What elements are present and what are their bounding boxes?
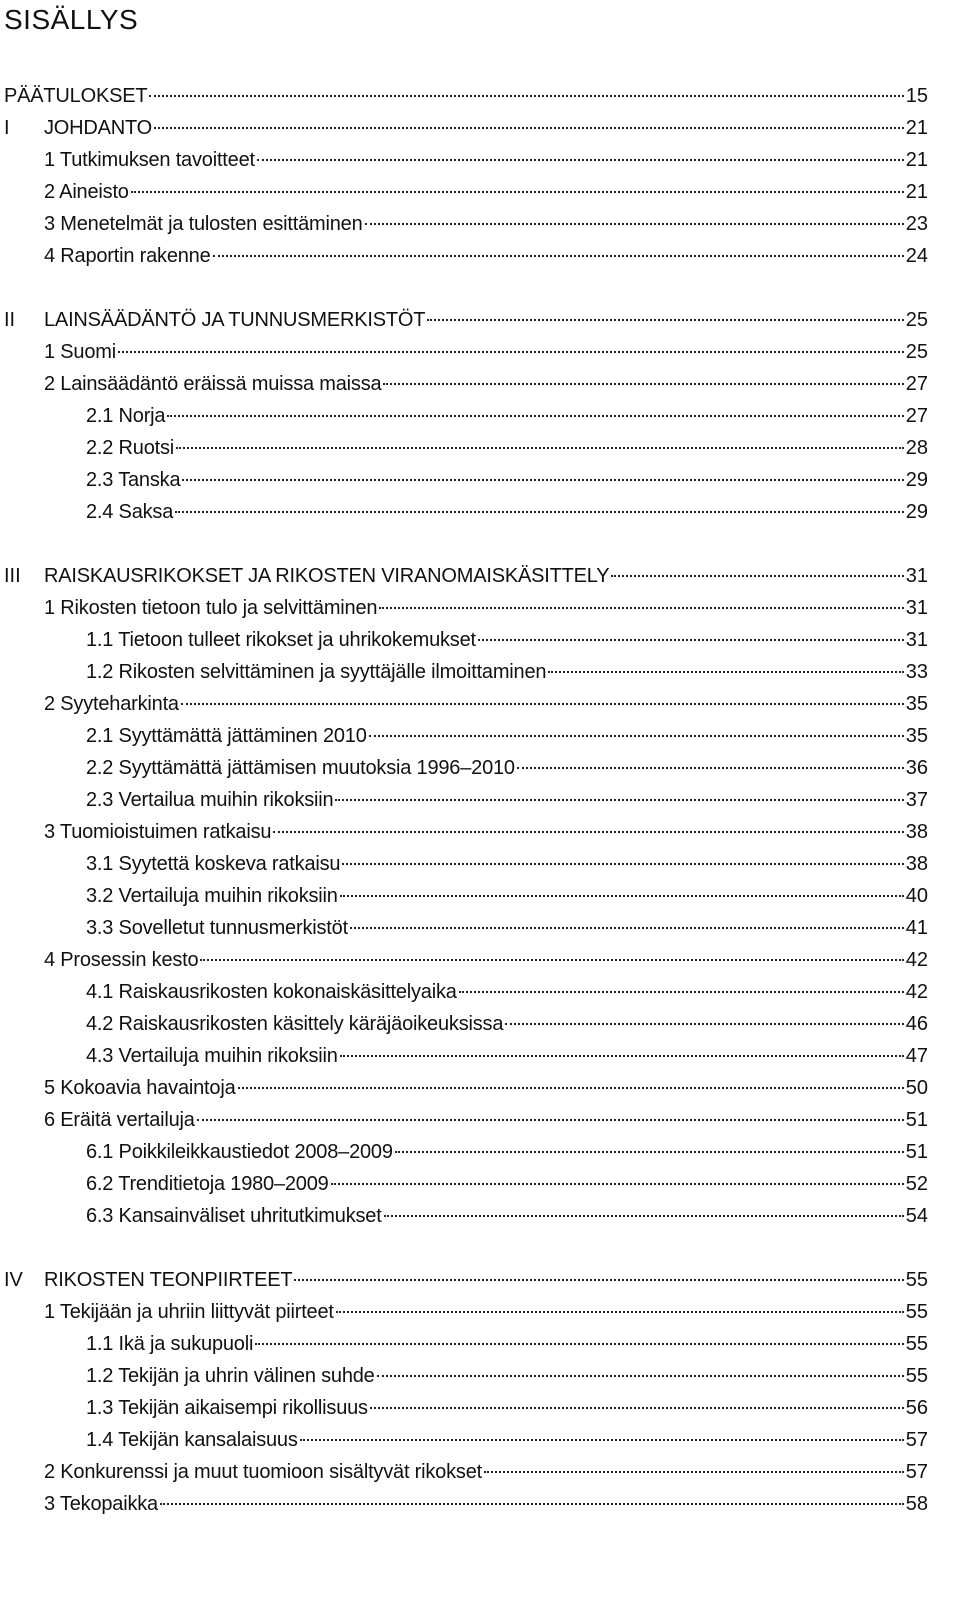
toc-entry-page-number: 58 [905, 1493, 928, 1515]
toc-entry-title: 1 Rikosten tietoon tulo ja selvittäminen [44, 597, 378, 619]
toc-entry-title: 5 Kokoavia havaintoja [44, 1077, 236, 1099]
dot-leader [383, 383, 903, 385]
toc-entry-title: 1 Tekijään ja uhriin liittyvät piirteet [44, 1301, 334, 1323]
toc-entry[interactable] [4, 464, 928, 496]
toc-entry[interactable] [4, 496, 928, 528]
toc-entry-page-number: 24 [905, 245, 928, 267]
toc-entry-page-number: 29 [905, 469, 928, 491]
toc-entry[interactable] [4, 1008, 928, 1040]
toc-entry-page-number: 25 [905, 341, 928, 363]
toc-entry[interactable] [4, 1360, 928, 1392]
toc-entry-page-number: 35 [905, 693, 928, 715]
dot-leader [340, 1055, 904, 1057]
toc-entry-page-number: 28 [905, 437, 928, 459]
dot-leader [213, 255, 904, 257]
toc-entry-page-number: 21 [905, 117, 928, 139]
dot-leader [149, 95, 903, 97]
dot-leader [294, 1279, 903, 1281]
toc-entry-page-number: 51 [905, 1141, 928, 1163]
toc-entry-page-number: 27 [905, 405, 928, 427]
toc-entry[interactable] [4, 624, 928, 656]
toc-entry-page-number: 35 [905, 725, 928, 747]
toc-entry-title: 1.3 Tekijän aikaisempi rikollisuus [86, 1397, 368, 1419]
toc-entry[interactable] [4, 752, 928, 784]
toc-entry-page-number: 33 [905, 661, 928, 683]
toc-entry-title: 2.2 Syyttämättä jättämisen muutoksia 1996–2010 [86, 757, 515, 779]
toc-entry[interactable] [4, 1296, 928, 1328]
toc-entry[interactable] [4, 368, 928, 400]
toc-entry-page-number: 40 [905, 885, 928, 907]
toc-entry[interactable] [4, 1104, 928, 1136]
toc-entry[interactable] [4, 688, 928, 720]
dot-leader [167, 415, 903, 417]
toc-entry-title: 2.3 Vertailua muihin rikoksiin [86, 789, 334, 811]
toc-entry[interactable] [4, 432, 928, 464]
toc-entry-page-number: 25 [905, 309, 928, 331]
toc-entry-title: 1.2 Rikosten selvittäminen ja syyttäjälle ilmoittaminen [86, 661, 547, 683]
toc-entry-title: 2 Lainsäädäntö eräissä muissa maissa [44, 373, 382, 395]
toc-entry[interactable] [4, 176, 928, 208]
toc-entry-title: 2.4 Saksa [86, 501, 174, 523]
dot-leader [331, 1183, 904, 1185]
dot-leader [548, 671, 903, 673]
toc-entry-title: 1.1 Ikä ja sukupuoli [86, 1333, 254, 1355]
toc-entry-page-number: 56 [905, 1397, 928, 1419]
dot-leader [365, 223, 904, 225]
dot-leader [238, 1087, 904, 1089]
dot-leader [160, 1503, 904, 1505]
toc-entry-page-number: 29 [905, 501, 928, 523]
toc-entry[interactable] [4, 656, 928, 688]
toc-entry-page-number: 21 [905, 181, 928, 203]
toc-entry-title: LAINSÄÄDÄNTÖ JA TUNNUSMERKISTÖT [44, 309, 426, 331]
dot-leader [340, 895, 904, 897]
toc-entry-page-number: 15 [905, 85, 928, 107]
toc-entry[interactable] [4, 1456, 928, 1488]
toc-entry[interactable] [4, 1136, 928, 1168]
toc-entry[interactable] [4, 848, 928, 880]
toc-entry[interactable] [4, 1072, 928, 1104]
toc-entry-title: 2.3 Tanska [86, 469, 181, 491]
toc-entry[interactable] [4, 336, 928, 368]
toc-entry[interactable] [4, 1424, 928, 1456]
toc-entry-title: 4.1 Raiskausrikosten kokonaiskäsittelyaika [86, 981, 457, 1003]
toc-entry-title: 4 Raportin rakenne [44, 245, 211, 267]
dot-leader [182, 479, 903, 481]
toc-entry-page-number: 21 [905, 149, 928, 171]
toc-entry-page-number: 52 [905, 1173, 928, 1195]
dot-leader [505, 1023, 903, 1025]
toc-entry-title: RAISKAUSRIKOKSET JA RIKOSTEN VIRANOMAISKÄSITTELY [44, 565, 610, 587]
toc-entry[interactable] [4, 1392, 928, 1424]
toc-entry-title: 1 Suomi [44, 341, 116, 363]
toc-entry-title: 3.3 Sovelletut tunnusmerkistöt [86, 917, 348, 939]
dot-leader [459, 991, 904, 993]
dot-leader [369, 735, 904, 737]
toc-entry-title: 4.2 Raiskausrikosten käsittely käräjäoikeuksissa [86, 1013, 504, 1035]
toc-entry-title: 2 Konkurenssi ja muut tuomioon sisältyvät rikokset [44, 1461, 482, 1483]
page-title: SISÄLLYS [4, 4, 139, 35]
toc-entry-page-number: 46 [905, 1013, 928, 1035]
dot-leader [478, 639, 904, 641]
toc-entry-title: 2.1 Norja [86, 405, 166, 427]
toc-entry-page-number: 31 [905, 597, 928, 619]
dot-leader [200, 959, 903, 961]
dot-leader [384, 1215, 904, 1217]
toc-entry-page-number: 57 [905, 1461, 928, 1483]
toc-entry-title: 6.2 Trenditietoja 1980–2009 [86, 1173, 329, 1195]
dot-leader [370, 1407, 904, 1409]
toc-entry-title: RIKOSTEN TEONPIIRTEET [44, 1269, 293, 1291]
toc-entry-title: 3 Menetelmät ja tulosten esittäminen [44, 213, 363, 235]
dot-leader [181, 703, 904, 705]
toc-entry-title: 4 Prosessin kesto [44, 949, 199, 971]
toc-entry-page-number: 41 [905, 917, 928, 939]
toc-entry[interactable] [4, 240, 928, 272]
toc-entry-page-number: 38 [905, 821, 928, 843]
toc-entry-page-number: 31 [905, 565, 928, 587]
dot-leader [175, 511, 904, 513]
toc-entry-title: 2.1 Syyttämättä jättäminen 2010 [86, 725, 367, 747]
dot-leader [484, 1471, 904, 1473]
toc-entry-page-number: 55 [905, 1301, 928, 1323]
toc-entry[interactable] [4, 1040, 928, 1072]
dot-leader [197, 1119, 904, 1121]
part-numeral: III [4, 565, 21, 587]
toc-entry-title: 1.2 Tekijän ja uhrin välinen suhde [86, 1365, 375, 1387]
toc-entry-title: 2.2 Ruotsi [86, 437, 175, 459]
dot-leader [257, 159, 904, 161]
toc-entry-page-number: 38 [905, 853, 928, 875]
toc-entry-page-number: 23 [905, 213, 928, 235]
toc-entry[interactable] [4, 944, 928, 976]
toc-entry-title: 3.1 Syytettä koskeva ratkaisu [86, 853, 341, 875]
dot-leader [154, 127, 904, 129]
toc-entry-page-number: 51 [905, 1109, 928, 1131]
dot-leader [118, 351, 904, 353]
part-numeral: II [4, 309, 16, 331]
toc-entry[interactable] [4, 912, 928, 944]
toc-entry-title: 3.2 Vertailuja muihin rikoksiin [86, 885, 338, 907]
dot-leader [517, 767, 904, 769]
toc-entry-title: 6 Eräitä vertailuja [44, 1109, 195, 1131]
toc-entry[interactable] [4, 784, 928, 816]
toc-entry[interactable] [4, 976, 928, 1008]
toc-entry-page-number: 55 [905, 1365, 928, 1387]
toc-entry-page-number: 27 [905, 373, 928, 395]
toc-entry-title: 2 Aineisto [44, 181, 129, 203]
toc-entry-title: 6.1 Poikkileikkaustiedot 2008–2009 [86, 1141, 393, 1163]
toc-entry[interactable] [4, 816, 928, 848]
toc-entry[interactable] [4, 1168, 928, 1200]
toc-entry[interactable] [4, 560, 928, 592]
toc-entry-page-number: 57 [905, 1429, 928, 1451]
toc-entry-page-number: 47 [905, 1045, 928, 1067]
dot-leader [273, 831, 903, 833]
dot-leader [255, 1343, 904, 1345]
part-numeral: I [4, 117, 10, 139]
dot-leader [379, 607, 903, 609]
toc-entry-title: JOHDANTO [44, 117, 153, 139]
dot-leader [395, 1151, 904, 1153]
toc-entry[interactable] [4, 304, 928, 336]
toc-entry[interactable] [4, 400, 928, 432]
dot-leader [350, 927, 904, 929]
toc-entry-title: 6.3 Kansainväliset uhritutkimukset [86, 1205, 382, 1227]
dot-leader [335, 799, 903, 801]
toc-entry[interactable] [4, 1200, 928, 1232]
toc-entry[interactable] [4, 208, 928, 240]
toc-entry[interactable] [4, 80, 928, 112]
toc-entry-title: 3 Tuomioistuimen ratkaisu [44, 821, 272, 843]
toc-entry-page-number: 42 [905, 949, 928, 971]
toc-entry-title: 1.1 Tietoon tulleet rikokset ja uhrikokemukset [86, 629, 476, 651]
dot-leader [300, 1439, 904, 1441]
toc-entry-title: 2 Syyteharkinta [44, 693, 179, 715]
toc-entry-page-number: 55 [905, 1269, 928, 1291]
toc-entry-page-number: 42 [905, 981, 928, 1003]
toc-entry[interactable] [4, 144, 928, 176]
dot-leader [611, 575, 903, 577]
toc-entry-page-number: 50 [905, 1077, 928, 1099]
toc-entry-title: PÄÄTULOKSET [4, 85, 148, 107]
part-numeral: IV [4, 1269, 23, 1291]
toc-entry-page-number: 54 [905, 1205, 928, 1227]
toc-entry-page-number: 36 [905, 757, 928, 779]
dot-leader [336, 1311, 904, 1313]
dot-leader [176, 447, 904, 449]
toc-entry[interactable] [4, 592, 928, 624]
toc-entry-page-number: 37 [905, 789, 928, 811]
toc-entry-title: 1 Tutkimuksen tavoitteet [44, 149, 255, 171]
toc-entry[interactable] [4, 720, 928, 752]
toc-entry[interactable] [4, 1488, 928, 1520]
toc-entry-page-number: 55 [905, 1333, 928, 1355]
toc-entry-title: 3 Tekopaikka [44, 1493, 158, 1515]
toc-entry-title: 4.3 Vertailuja muihin rikoksiin [86, 1045, 338, 1067]
dot-leader [377, 1375, 904, 1377]
toc-entry[interactable] [4, 112, 928, 144]
toc-entry[interactable] [4, 1328, 928, 1360]
dot-leader [342, 863, 903, 865]
dot-leader [131, 191, 904, 193]
dot-leader [427, 319, 903, 321]
toc-entry[interactable] [4, 880, 928, 912]
toc-entry-page-number: 31 [905, 629, 928, 651]
toc-entry-title: 1.4 Tekijän kansalaisuus [86, 1429, 298, 1451]
toc-entry[interactable] [4, 1264, 928, 1296]
